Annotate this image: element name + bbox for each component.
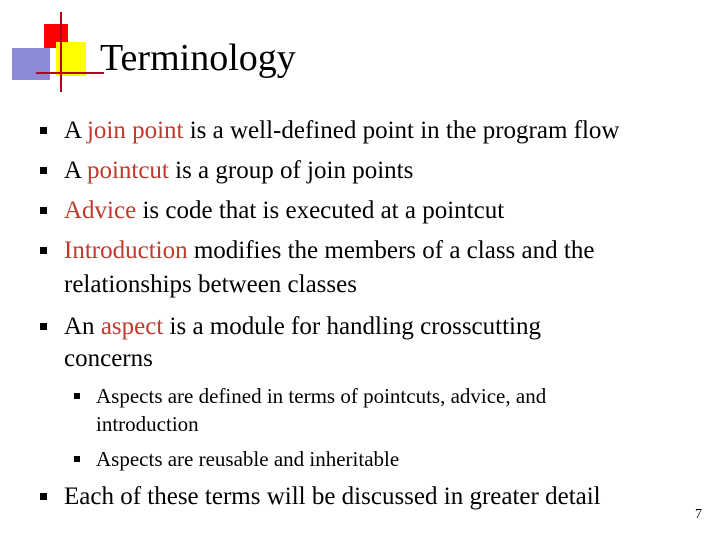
bullet-text: Each of these terms will be discussed in greater detail <box>64 483 601 510</box>
bullet-text: Advice is code that is executed at a pointcut <box>64 197 505 224</box>
term-highlight: aspect <box>100 313 164 340</box>
sub-bullet-text: Aspects are defined in terms of pointcuts, advice, and <box>96 384 547 408</box>
bullet-marker <box>40 323 47 330</box>
bullet-marker <box>40 247 47 254</box>
bullet-marker <box>40 207 47 214</box>
bullet-text: An aspect is a module for handling crosscutting <box>64 313 541 340</box>
term-highlight: pointcut <box>86 157 169 184</box>
sub-bullet-marker <box>74 393 80 399</box>
bullet-text: Introduction modifies the members of a class and the <box>64 237 595 264</box>
bullet-marker <box>40 167 47 174</box>
sub-bullet-text: Aspects are reusable and inheritable <box>96 447 400 471</box>
bullet-text: A join point is a well-defined point in the program flow <box>64 117 620 144</box>
term-highlight: join point <box>86 117 184 144</box>
page-number: 7 <box>695 507 702 522</box>
bullet-text-continuation: relationships between classes <box>64 271 357 298</box>
sub-bullet-marker <box>74 456 80 462</box>
bullet-text: A pointcut is a group of join points <box>64 157 414 184</box>
slide-title: Terminology <box>100 37 296 79</box>
bullet-marker <box>40 493 47 500</box>
sub-bullet-text-continuation: introduction <box>96 412 199 436</box>
bullet-text-continuation: concerns <box>64 345 153 372</box>
bullet-marker <box>40 127 47 134</box>
term-highlight: Advice <box>64 197 137 224</box>
term-highlight: Introduction <box>64 237 188 264</box>
